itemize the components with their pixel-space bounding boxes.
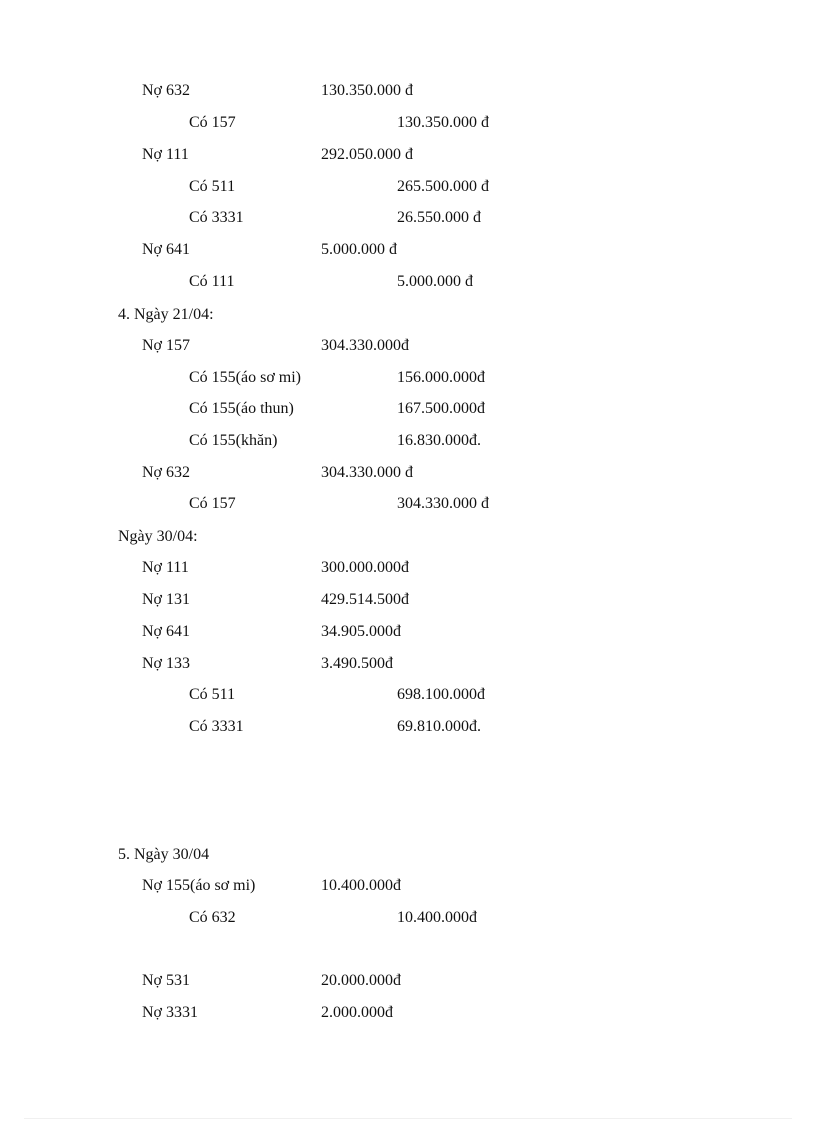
account-label: Nợ 157 (142, 337, 191, 354)
debit-entry (0, 463, 816, 483)
amount-value: 26.550.000 đ (397, 209, 481, 226)
debit-entry (0, 336, 816, 356)
debit-entry (0, 558, 816, 578)
credit-entry (0, 208, 816, 228)
account-label: Nợ 531 (142, 972, 191, 989)
credit-entry (0, 431, 816, 451)
amount-value: 69.810.000đ. (397, 718, 481, 735)
debit-entry (0, 145, 816, 165)
debit-entry (0, 971, 816, 991)
section-heading: 5. Ngày 30/04 (118, 846, 210, 863)
amount-value: 2.000.000đ (321, 1004, 393, 1021)
amount-value: 156.000.000đ (397, 369, 485, 386)
debit-entry (0, 81, 816, 101)
account-label: Nợ 641 (142, 623, 191, 640)
account-label: Có 511 (189, 178, 236, 195)
account-label: Có 3331 (189, 209, 244, 226)
credit-entry (0, 272, 816, 292)
credit-entry (0, 685, 816, 705)
amount-value: 10.400.000đ (397, 909, 477, 926)
account-label: Có 157 (189, 114, 236, 131)
amount-value: 5.000.000 đ (321, 241, 397, 258)
debit-entry (0, 622, 816, 642)
amount-value: 5.000.000 đ (397, 273, 473, 290)
amount-value: 130.350.000 đ (397, 114, 489, 131)
account-label: Nợ 632 (142, 82, 191, 99)
credit-entry (0, 908, 816, 928)
debit-entry (0, 1003, 816, 1023)
amount-value: 300.000.000đ (321, 559, 409, 576)
debit-entry (0, 654, 816, 674)
account-label: Nợ 3331 (142, 1004, 199, 1021)
amount-value: 130.350.000 đ (321, 82, 413, 99)
amount-value: 429.514.500đ (321, 591, 409, 608)
account-label: Có 632 (189, 909, 236, 926)
credit-entry (0, 494, 816, 514)
credit-entry (0, 368, 816, 388)
amount-value: 16.830.000đ. (397, 432, 481, 449)
amount-value: 20.000.000đ (321, 972, 401, 989)
amount-value: 3.490.500đ (321, 655, 393, 672)
credit-entry (0, 399, 816, 419)
account-label: Nợ 111 (142, 559, 189, 576)
account-label: Nợ 111 (142, 146, 189, 163)
section-heading: Ngày 30/04: (118, 528, 198, 545)
amount-value: 34.905.000đ (321, 623, 401, 640)
account-label: Nợ 131 (142, 591, 191, 608)
amount-value: 304.330.000đ (321, 337, 409, 354)
account-label: Có 3331 (189, 718, 244, 735)
account-label: Có 155(áo sơ mi) (189, 369, 302, 386)
amount-value: 265.500.000 đ (397, 178, 489, 195)
account-label: Có 155(khăn) (189, 432, 278, 449)
account-label: Nợ 641 (142, 241, 191, 258)
section-heading: 4. Ngày 21/04: (118, 306, 214, 323)
account-label: Nợ 155(áo sơ mi) (142, 877, 256, 894)
amount-value: 304.330.000 đ (397, 495, 489, 512)
amount-value: 698.100.000đ (397, 686, 485, 703)
amount-value: 167.500.000đ (397, 400, 485, 417)
account-label: Có 111 (189, 273, 235, 290)
account-label: Có 157 (189, 495, 236, 512)
debit-entry (0, 240, 816, 260)
credit-entry (0, 717, 816, 737)
amount-value: 292.050.000 đ (321, 146, 413, 163)
amount-value: 304.330.000 đ (321, 464, 413, 481)
credit-entry (0, 177, 816, 197)
credit-entry (0, 113, 816, 133)
account-label: Nợ 133 (142, 655, 191, 672)
amount-value: 10.400.000đ (321, 877, 401, 894)
account-label: Có 511 (189, 686, 236, 703)
account-label: Nợ 632 (142, 464, 191, 481)
account-label: Có 155(áo thun) (189, 400, 294, 417)
debit-entry (0, 590, 816, 610)
page-bottom-rule (24, 1118, 792, 1119)
debit-entry (0, 876, 816, 896)
